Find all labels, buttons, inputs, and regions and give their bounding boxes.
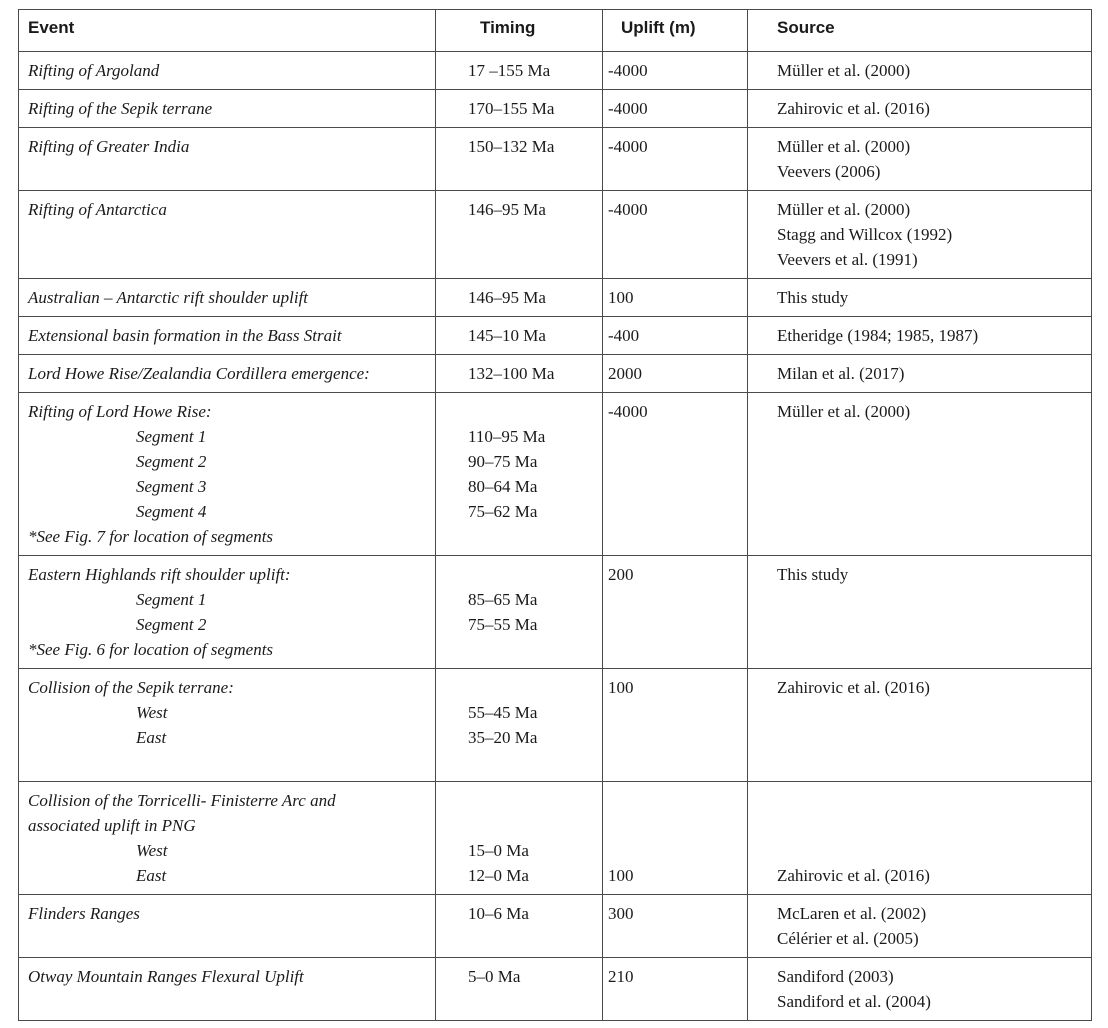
- source-cell: [748, 958, 1092, 1021]
- source-line: This study: [777, 288, 849, 307]
- source-cell: [748, 355, 1092, 393]
- segment-label: West: [136, 703, 168, 722]
- event-cell: Otway Mountain Ranges Flexural Uplift: [19, 958, 436, 1021]
- segment-timing: 75–55 Ma: [468, 615, 538, 634]
- event-cell: Rifting of the Sepik terrane: [19, 90, 436, 128]
- uplift-cell: 100: [603, 669, 748, 782]
- segment-label: Segment 4: [136, 502, 207, 521]
- table-row: [19, 782, 1092, 895]
- segment-label: East: [136, 728, 167, 747]
- segment-label: Segment 1: [136, 590, 207, 609]
- timing-cell: 132–100 Ma: [436, 355, 603, 393]
- table-row: [19, 355, 1092, 393]
- header-event: Event: [19, 10, 436, 52]
- source-cell: [748, 669, 1092, 782]
- event-cell: Lord Howe Rise/Zealandia Cordillera emergence:: [19, 355, 436, 393]
- table-row: [19, 52, 1092, 90]
- source-cell: [748, 52, 1092, 90]
- event-cell: Rifting of Argoland: [19, 52, 436, 90]
- segment-label: Segment 2: [136, 615, 207, 634]
- timing-cell: 146–95 Ma: [436, 279, 603, 317]
- timing-cell: [436, 669, 603, 782]
- event-title: Rifting of Lord Howe Rise:: [28, 402, 212, 421]
- segment-timing: 75–62 Ma: [468, 502, 538, 521]
- table-row: [19, 556, 1092, 669]
- segment-label: Segment 1: [136, 427, 207, 446]
- table-row: [19, 393, 1092, 556]
- header-timing: Timing: [436, 10, 603, 52]
- timing-cell: 17 –155 Ma: [436, 52, 603, 90]
- event-cell: Rifting of Antarctica: [19, 191, 436, 279]
- event-cell: Extensional basin formation in the Bass Strait: [19, 317, 436, 355]
- timing-cell: [436, 393, 603, 556]
- source-line: Sandiford (2003): [777, 967, 894, 986]
- segment-note: *See Fig. 7 for location of segments: [28, 527, 274, 546]
- source-cell: [748, 128, 1092, 191]
- source-cell: [748, 317, 1092, 355]
- segment-label: West: [136, 841, 168, 860]
- source-line: Veevers (2006): [777, 162, 881, 181]
- source-cell: [748, 895, 1092, 958]
- header-source: Source: [748, 10, 1092, 52]
- source-cell: [748, 782, 1092, 895]
- timing-cell: 170–155 Ma: [436, 90, 603, 128]
- event-cell: Flinders Ranges: [19, 895, 436, 958]
- segment-timing: 55–45 Ma: [468, 703, 538, 722]
- timing-cell: [436, 782, 603, 895]
- segment-label: Segment 2: [136, 452, 207, 471]
- segment-timing: 15–0 Ma: [468, 841, 529, 860]
- event-cell: [19, 393, 436, 556]
- uplift-cell: 2000: [603, 355, 748, 393]
- uplift-cell: 100: [603, 279, 748, 317]
- source-line: Zahirovic et al. (2016): [777, 99, 930, 118]
- table-row: [19, 317, 1092, 355]
- source-line: Célérier et al. (2005): [777, 929, 919, 948]
- event-cell: Rifting of Greater India: [19, 128, 436, 191]
- uplift-cell: 200: [603, 556, 748, 669]
- uplift-cell: [603, 782, 748, 895]
- uplift-cell: 300: [603, 895, 748, 958]
- source-cell: [748, 556, 1092, 669]
- table-row: [19, 128, 1092, 191]
- event-cell: [19, 669, 436, 782]
- source-cell: [748, 191, 1092, 279]
- segment-timing: 12–0 Ma: [468, 866, 529, 885]
- segment-timing: 35–20 Ma: [468, 728, 538, 747]
- events-table: [18, 9, 1092, 1021]
- event-title: Collision of the Sepik terrane:: [28, 678, 234, 697]
- source-line: Müller et al. (2000): [777, 402, 911, 421]
- uplift-cell: -4000: [603, 393, 748, 556]
- timing-cell: 150–132 Ma: [436, 128, 603, 191]
- source-line: Zahirovic et al. (2016): [777, 678, 930, 697]
- source-line: Müller et al. (2000): [777, 200, 911, 219]
- event-title: associated uplift in PNG: [28, 816, 196, 835]
- source-cell: [748, 393, 1092, 556]
- uplift-cell: -4000: [603, 90, 748, 128]
- event-title: Eastern Highlands rift shoulder uplift:: [28, 565, 291, 584]
- table-row: [19, 669, 1092, 782]
- header-uplift: Uplift (m): [603, 10, 748, 52]
- table-row: [19, 958, 1092, 1021]
- source-line: Müller et al. (2000): [777, 137, 911, 156]
- source-line: McLaren et al. (2002): [777, 904, 927, 923]
- event-cell: Australian – Antarctic rift shoulder uplift: [19, 279, 436, 317]
- source-line: Stagg and Willcox (1992): [777, 225, 953, 244]
- source-line: Zahirovic et al. (2016): [777, 866, 930, 885]
- segment-label: Segment 3: [136, 477, 207, 496]
- segment-timing: 85–65 Ma: [468, 590, 538, 609]
- table-row: [19, 279, 1092, 317]
- event-cell: [19, 782, 436, 895]
- timing-cell: 145–10 Ma: [436, 317, 603, 355]
- source-line: This study: [777, 565, 849, 584]
- source-line: Sandiford et al. (2004): [777, 992, 931, 1011]
- table-row: [19, 191, 1092, 279]
- table-row: [19, 90, 1092, 128]
- timing-cell: 5–0 Ma: [436, 958, 603, 1021]
- uplift-cell: -4000: [603, 52, 748, 90]
- segment-note: *See Fig. 6 for location of segments: [28, 640, 274, 659]
- event-title: Collision of the Torricelli- Finisterre Arc and: [28, 791, 336, 810]
- segment-timing: 90–75 Ma: [468, 452, 538, 471]
- segment-label: East: [136, 866, 167, 885]
- source-line: Milan et al. (2017): [777, 364, 905, 383]
- segment-timing: 80–64 Ma: [468, 477, 538, 496]
- segment-timing: 110–95 Ma: [468, 427, 546, 446]
- timing-cell: 146–95 Ma: [436, 191, 603, 279]
- uplift-value: 100: [608, 866, 634, 885]
- uplift-cell: 210: [603, 958, 748, 1021]
- timing-cell: 10–6 Ma: [436, 895, 603, 958]
- uplift-cell: -4000: [603, 191, 748, 279]
- event-cell: [19, 556, 436, 669]
- source-cell: [748, 90, 1092, 128]
- timing-cell: [436, 556, 603, 669]
- uplift-cell: -400: [603, 317, 748, 355]
- uplift-cell: -4000: [603, 128, 748, 191]
- table-row: [19, 895, 1092, 958]
- source-cell: [748, 279, 1092, 317]
- source-line: Müller et al. (2000): [777, 61, 911, 80]
- header-row: [19, 10, 1092, 52]
- source-line: Veevers et al. (1991): [777, 250, 918, 269]
- source-line: Etheridge (1984; 1985, 1987): [777, 326, 979, 345]
